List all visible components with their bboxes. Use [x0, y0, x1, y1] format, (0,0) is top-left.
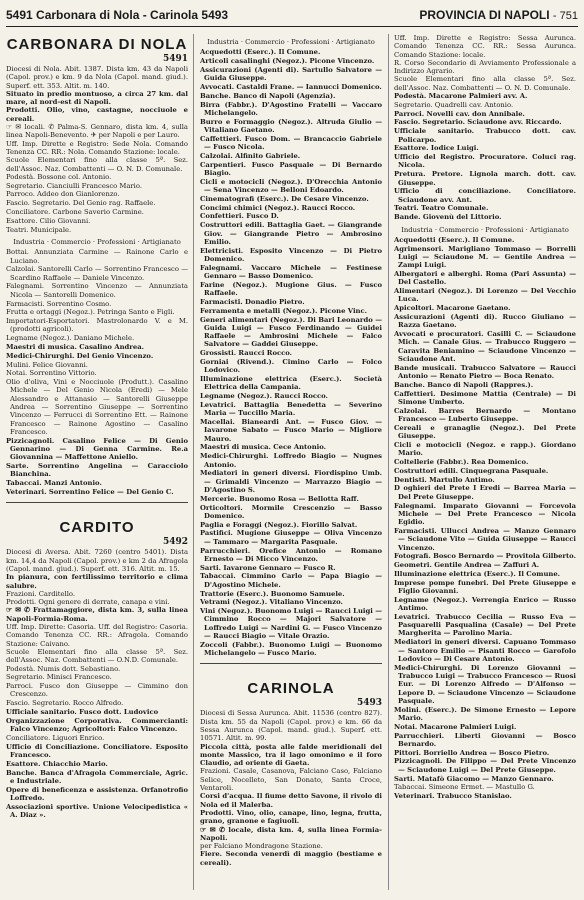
directory-entry: Pretura. Pretore. Lignola march. dott. cav. Giuseppe. [394, 170, 576, 187]
directory-entry: Mercerie. Buonomo Rosa — Bellotta Raff. [200, 494, 359, 503]
directory-entry: Vini (Negoz.). Buonomo Luigi — Raucci Luigi — Cimmino Rocco — Majori Salvatore — Loffredo Luigi — Nardini G. — Fusco Vincenzo — Raucci Biagio — Vitale Orazio. [200, 607, 382, 640]
directory-entry: Carpentieri. Fusco Pasquale — Di Bernardo Biagio. [200, 160, 382, 177]
directory-entry: Pizzicagnoli. Casalino Felice — Di Genio Gennarino — Di Genna Carmine. Re.a Giovannina — Maffettone Aniello. [6, 436, 188, 462]
directory-entry: Parroco. Addeo don Gianlorenzo. [6, 190, 120, 199]
directory-entry: Trattorie (Eserc.). Buonomo Samuele. [200, 589, 345, 598]
directory-entry: Fascio. Segretario. Sciaudone avv. Riccardo. [394, 118, 562, 127]
directory-entry: Bottai. Annunziata Carmine — Rainone Carlo e Luciano. [6, 248, 188, 265]
directory-entry: Agrimensori. Marigliano Tommaso — Borrelli Luigi — Sciaudone M. — Gentile Andrea — Zampi Luigi. [394, 244, 576, 270]
town-code: 5491 [162, 54, 188, 64]
directory-entry: Segretario. Minisci Francesco. [6, 673, 112, 682]
directory-entry: Bande musicali. Trabucco Salvatore — Raucci Antonio — Renato Pietro — Boca Renato. [394, 363, 576, 381]
directory-entry: Ufficio di Conciliazione. Conciliatore. Esposito Francesco. [6, 742, 188, 759]
directory-entry: Vetrami (Negoz.). Vitaliano Vincenzo. [200, 598, 343, 607]
directory-entry: Costruttori edili. Cinquegrana Pasquale. [394, 466, 549, 475]
directory-entry: Fotografi. Bosco Bernardo — Provitola Gilberto. [394, 552, 576, 561]
town-paragraph: Corsi d'acqua. Il fiume detto Savone, il rivolo di Nola ed il Malerba. [200, 792, 382, 809]
column-1 [6, 34, 188, 890]
section-separator [6, 502, 188, 517]
town-paragraph: Uff. Imp. Dirette: Casoria. Uff. del Registro: Casoria. Comando Tenenza CC. RR.: Afragola. Comando Stazione: Caivano. [6, 623, 188, 648]
directory-entry: Ufficiale sanitario. Trabucco dott. cav. Policarpo. [394, 127, 576, 144]
directory-entry: Legname (Negoz.). Verrengia Enrico — Russo Antimo. [394, 595, 576, 613]
directory-entry: Paglia e Foraggi (Negoz.). Fiorillo Salvat. [200, 520, 358, 529]
directory-entry: Farmacisti. Ullucci Andrea — Manzo Gennaro — Sciaudone Vito — Guida Giuseppe — Raucci Vincenzo. [394, 526, 576, 552]
directory-entry: Falegnami. Sorrentino Vincenzo — Annunziata Nicola — Santorelli Domenico. [6, 282, 188, 299]
directory-entry: Veterinari. Sorrentino Felice — Del Genio C. [6, 488, 174, 497]
directory-entry: Assicurazioni (Agenti di). Rucco Giuliano — Razza Gaetano. [394, 313, 576, 330]
section-heading: Industria · Commercio · Professioni · Artigianato [13, 237, 181, 246]
directory-entry: Elettricisti. Esposito Vincenzo — Di Pietro Domenico. [200, 246, 382, 263]
town-paragraph: Prodotti. Vino, olio, canape, lino, legna, frutta, grano, granone e fagiuoli. [200, 808, 382, 826]
directory-entry: Albergatori e alberghi. Roma (Pari Assunta) — Del Castello. [394, 270, 576, 287]
town-paragraph: R. Corso Secondario di Avviamento Professionale a Indirizzo Agrario. [394, 58, 576, 76]
page-number: - 751 [552, 10, 578, 22]
directory-entry: Banche. Banca d'Afragola Commerciale, Agric. e Industriale. [6, 768, 188, 785]
town-paragraph: Diocesi di Aversa. Abit. 7260 (centro 5401). Dista km. 14,4 da Napoli (Capol. prov.) e km 2 da Afragola (Capol. mand. giud.). Superf. ett. 316. Altit. m. 15. [6, 548, 188, 573]
directory-entry: Mediatori in generi diversi. Capuano Tommaso — Santoro Emilio — Pisanti Rocco — Garofolo Lodovico — Di Cesare Antonio. [394, 638, 576, 663]
directory-entry: Tabaccai. Cimmino Carlo — Papa Biagio — D'Agostino Michele. [200, 572, 382, 589]
section-heading: Industria · Commercio · Professioni · Artigianato [207, 38, 375, 46]
directory-entry: Avvocati. Castaldi Frane. — Iannucci Domenico. [200, 82, 382, 91]
directory-entry: Veterinari. Trabucco Stanislao. [394, 792, 512, 801]
town-code: 5493 [356, 698, 382, 709]
town-heading: CARBONARA DI NOLA [6, 36, 188, 53]
column-2 [200, 34, 382, 890]
directory-entry: Organizzazione Corporativa. Commercianti: Falco Vincenzo; Agricoltori: Falco Vincenzo. [6, 716, 188, 734]
directory-entry: Calzolai. Alfinito Gabriele. [200, 151, 301, 160]
directory-entry: Esattore. Cilio Giovanni. [6, 216, 91, 225]
directory-entry: Falegnami. Imparato Giovanni — Forcevola Michele — Del Prete Francesco — Nicola Egidio. [394, 501, 576, 527]
directory-entry: Mulini. Felice Giovanni. [6, 360, 88, 369]
directory-entry: Orticoltori. Mormile Crescenzio — Basso Domenico. [200, 503, 382, 520]
directory-entry: Tabaccai. Simeone Ermet. — Mastullo G. [394, 783, 535, 792]
directory-entry: Dentisti. Martullo Antimo. [394, 475, 495, 484]
directory-entry: Avvocati e procuratori. Casilli C. — Sciaudone Mich. — Canale Gius. — Trabucco Ruggero — Caravita Beniamino — Sciaudone Vincenzo — Sciaudone Ant. [394, 330, 576, 363]
header-province: PROVINCIA DI NAPOLI [419, 8, 550, 22]
directory-entry: Pizzicagnoli. De Filippo — Del Prete Vincenzo — Sciaudone Luigi — Del Prete Giuseppe. [394, 757, 576, 774]
directory-entry: D oghieri del Prete I Eredi — Barrea Maria — Del Prete Giuseppe. [394, 484, 576, 501]
town-paragraph: Uff. Imp. Dirette e Registro: Sede Nola. Comando Tenenza CC. RR.: Nola. Comando Stazione: locale. [6, 139, 188, 156]
directory-entry: Costruttori edili. Battaglia Gaet. — Giangrande Giov. — Giangrande Pietro — Ambrosino Emilio. [200, 221, 382, 246]
town-paragraph: Piccola città, posta alle falde meridionali del monte Massico, tra il lago omonimo e il foro Claudio, ad oriente di Gaeta. [200, 742, 382, 768]
directory-entry: Macellai. Bianeardi Ant. — Fusco Giov. — Iavarone Sabato — Fusco Mario — Migliore Mauro. [200, 418, 382, 443]
directory-entry: Burro e Formaggio (Negoz.). Altruda Giulio — Vitaliano Gaetano. [200, 117, 382, 134]
directory-entry: Ufficiale sanitario. Fusco dott. Ludovico [6, 707, 159, 716]
town-paragraph: Diocesi di Nola. Abit. 1387. Dista km. 43 da Napoli (Capol. prov.) e km. 9 da Nola (Capol. mand. giud.). Superf. ett. 353. Altit. m. 140. [6, 65, 188, 90]
directory-entry: Ferramenta e metalli (Negoz.). Picone Vinc. [200, 306, 367, 315]
directory-entry: Articoli casalinghi (Negoz.). Picone Vincenzo. [200, 57, 375, 66]
directory-entry: Zoccoli (Fabbr.). Buonomo Luigi — Buonomo Michelangelo — Fusco Mario. [200, 640, 382, 658]
directory-entry: Podestà. Macarone Palmieri avv. A. [394, 92, 528, 101]
directory-entry: Sarte. Sorrentino Angelina — Caracciolo Bianchina. [6, 462, 188, 479]
town-paragraph: Uff. Imp. Dirette e Registro: Sessa Aurunca. Comando Tenenza CC. RR.: Sessa Aurunca. Comando Stazione: locale. [394, 34, 576, 59]
directory-entry: Levatrici. Battaglia Benedetta — Severino Maria — Tuccillo Maria. [200, 400, 382, 418]
town-paragraph: Diocesi di Sessa Aurunca. Abit. 11536 (centro 827). Dista km. 55 da Napoli (Capol. prov.) e km. 66 da Sessa Aurunca (Capol. mand. giud.). Superf. ett. 10571. Altit. m. 99. [200, 709, 382, 743]
directory-entry: Segretario. Quadrelli cav. Antonio. [394, 100, 514, 109]
directory-entry: Alimentari (Negoz.). Di Lorenzo — Del Vecchio Luca. [394, 287, 576, 304]
column-divider [388, 34, 389, 890]
directory-entry: Legname (Negoz.). Raucci Rocco. [200, 392, 328, 401]
directory-entry: Falegnami. Vaccaro Michele — Festinese Gennaro — Basso Domenico. [200, 263, 382, 281]
directory-entry: Legname (Negoz.). Daniano Michele. [6, 334, 135, 343]
directory-entry: Geometri. Gentile Andrea — Zaffuri A. [394, 561, 540, 570]
directory-entry: Ufficio di conciliazione. Conciliatore. Sciaudone avv. Ant. [394, 187, 576, 204]
town-heading: CARDITO [59, 519, 135, 537]
town-paragraph: per Falciano Mondragone Stazione. [200, 842, 323, 851]
directory-entry: Podestà. Numis dott. Sebastiano. [6, 664, 121, 673]
directory-entry: Cicli e motocicli (Negoz. e rapp.). Giordano Mario. [394, 440, 576, 458]
town-paragraph: ☞ ✉ locali. ✆ Palma-S. Gennaro, dista km. 4, sulla linea Napoli-Benevento. ✈ per Napoli e per Lauro. [6, 123, 188, 140]
town-paragraph: ☞ ✉ ✆ Frattamaggiore, dista km. 3, sulla linea Napoli-Formia-Roma. [6, 606, 188, 623]
directory-entry: Levatrici. Trabucco Cecilia — Russo Eva — Pasquarelli Pasqualina (Casale) — Del Prete Margherita — Parolino Maria. [394, 612, 576, 638]
directory-entry: Medici-Chirurghi. Loffredo Biagio — Nugnes Antonio. [200, 452, 382, 469]
header-left: 5491 Carbonara di Nola - Carinola 5493 [6, 8, 229, 22]
directory-entry: Banche. Banco di Napoli (Rappres.). [394, 380, 534, 389]
directory-entry: Conciliatore. Liguori Enrico. [6, 733, 105, 742]
column-3 [394, 34, 576, 890]
directory-entry: Conciliatore. Carbone Saverio Carmine. [6, 208, 144, 217]
directory-entry: Notai. Sorrentino Vittorio. [6, 369, 97, 378]
header-right [419, 8, 578, 22]
town-paragraph: Frazioni. Casale, Casanova, Falciano Caso, Falciano Selice, Nocelleto, San Donato, Santa Croce, Ventaroli. [200, 767, 382, 793]
directory-entry: Sarti. Matafò Giacomo — Manzo Gennaro. [394, 774, 554, 783]
town-paragraph: Scuole Elementari fino alla classe 5ª. Sez. dell'Assoc. Naz. Combattenti — O. N. D. Comunale. [6, 156, 188, 173]
town-paragraph: Frazioni. Carditello. [6, 589, 75, 598]
directory-entry: Acquedotti (Eserc.). Il Comune. [200, 48, 321, 57]
town-paragraph: In pianura, con fertilissimo territorio e clima salubre. [6, 573, 188, 590]
town-paragraph: Scuole Elementari fino alla classe 5ª. Sez. dell'Assoc. Naz. Combattenti — O. N. D. Comunale. [394, 75, 576, 92]
directory-entry: Olio d'oliva, Vini e Nocciuole (Produtt.). Casalino Michele — Del Genio Nicola (Eredi) — Mele Alessandro e Attanasio — Santorelli Giuseppe Andrea — Sorrentino Giuseppe — Sorrentino Vincenzo — Ferrucci di Sorrentino Ett. — Rainone Francesco — Rainone Agostino — Casalino Francesco. [6, 378, 188, 436]
town-heading: CARINOLA [247, 680, 335, 698]
directory-entry: Sarti. Iavarone Gennaro — Fusco R. [200, 563, 336, 572]
directory-entry: Caffettieri. Fusco Dom. — Brancaccio Gabriele — Fusco Nicola. [200, 134, 382, 152]
directory-entry: Podestà. Bossone col. Antonio. [6, 172, 112, 181]
directory-entry: Calzolai. Barres Bernardo — Montano Francesco — Luberto Giuseppe. [394, 406, 576, 424]
directory-entry: Esattore. Iodice Luigi. [394, 144, 479, 153]
town-paragraph: Prodotti. Ogni genere di derrate, canapa e vini. [6, 598, 170, 607]
directory-entry: Parroci. Novelli cav. don Annibale. [394, 109, 525, 118]
directory-entry: Segretario. Cianciulli Francesco Mario. [6, 181, 142, 190]
directory-entry: Pittori. Borriello Andrea — Bosco Pietro. [394, 748, 550, 757]
directory-entry: Fascio. Segretario. Del Genio rag. Raffaele. [6, 199, 156, 208]
directory-entry: Concimi chimici (Negoz.). Raucci Rocco. [200, 203, 356, 212]
directory-entry: Grossisti. Raucci Rocco. [200, 349, 293, 358]
directory-entry: Confettieri. Fusco D. [200, 212, 279, 221]
page-header [6, 6, 578, 27]
town-paragraph: Situato in predio montuoso, a circa 27 km. dal mare, al nord-est di Napoli. [6, 89, 188, 107]
directory-entry: Bande. Giovenù del Littorio. [394, 213, 502, 222]
directory-entry: Importatori-Esportatori. Mastrolonardo V. e M. (prodotti agricoli). [6, 317, 188, 334]
town-paragraph: Fiere. Seconda venerdì di maggio (bestiame e cereali). [200, 850, 382, 867]
directory-entry: Farmacisti. Donadio Pietro. [200, 297, 305, 306]
section-separator [200, 663, 382, 678]
directory-entry: Illuminazione elettrica (Eserc.). Società Elettrica della Campania. [200, 375, 382, 392]
directory-entry: Parrucchieri. Liberti Giovanni — Bosco Bernardo. [394, 731, 576, 748]
directory-entry: Caffettieri. Desimone Mattia (Centrale) — Di Simone Umberto. [394, 389, 576, 406]
directory-entry: Gorniai (Rivend.). Cimino Carlo — Folco Lodovico. [200, 357, 382, 375]
directory-entry: Farine (Negoz.). Mugione Gius. — Fusco Raffaele. [200, 280, 382, 298]
directory-entry: Associazioni sportive. Unione Velocipedistica « A. Diaz ». [6, 802, 188, 820]
directory-entry: Banche. Banco di Napoli (Agenzia). [200, 91, 336, 100]
town-code: 5492 [162, 537, 188, 548]
directory-entry: Tabaccai. Manzi Antonio. [6, 479, 102, 488]
directory-entry: Cinematografi (Eserc.). De Cesare Vincenzo. [200, 194, 369, 203]
directory-entry: Maestri di musica. Cece Antonio. [200, 443, 327, 452]
directory-entry: Farmacisti. Sorrentino Cosmo. [6, 299, 112, 308]
town-paragraph: Prodotti. Olio, vino, castagne, nocciuole e cereali. [6, 106, 188, 123]
directory-entry: Frutta e ortaggi (Negoz.). Petringa Santo e Figli. [6, 308, 175, 317]
directory-entry: Calzolai. Santorelli Carlo — Sorrentino Francesco — Scardino Raffaele — Daniele Vincenzo. [6, 265, 188, 282]
directory-entry: Medici-Chirurghi. Di Lorenzo Giovanni — Trabucco Luigi — Trabucco Francesco — Ruosi Eur. — Di Lorenzo Alfredo — D'Alfonso — Lepore D. — Sciaudone Vincenzo — Sciaudone Pasquale. [394, 663, 576, 705]
directory-entry: Esattore. Chiacchio Mario. [6, 759, 108, 768]
directory-entry: Mediatori in generi diversi. Fiordispino Umb. — Grimaldi Vincenzo — Marrazzo Biagio — D'Agostino S. [200, 469, 382, 494]
directory-entry: Coltellerie (Fabbr.). Rea Domenico. [394, 458, 529, 467]
directory-entry: Assicurazioni (Agenti di). Sartullo Salvatore — Guida Giuseppe. [200, 65, 382, 83]
directory-entry: Maestri di musica. Casalino Andrea. [6, 343, 144, 351]
directory-entry: Teatri. Municipale. [6, 225, 72, 234]
directory-entry: Parroci. Fusco don Giuseppe — Cimmino don Crescenzo. [6, 682, 188, 699]
section-heading: Industria · Commercio · Professioni · Artigianato [401, 225, 569, 234]
directory-entry: Cicli e motocicli (Negoz.). D'Orecchia Antonio — Sena Vincenzo — Belloni Edoardo. [200, 177, 382, 195]
directory-entry: Fascio. Segretario. Rocco Alfredo. [6, 699, 124, 708]
directory-entry: Illuminazione elettrica (Eserc.). Il Comune. [394, 569, 561, 578]
directory-entry: Teatri. Teatro Comunale. [394, 204, 489, 213]
directory-entry: Cereali e granaglie (Negoz.). Del Prete Giuseppe. [394, 423, 576, 441]
directory-entry: Opere di beneficenza e assistenza. Orfanotrofio Loffredo. [6, 785, 188, 802]
town-paragraph: Scuole Elementari fino alla classe 5ª. Sez. dell'Assoc. Naz. Combattenti — O.N.D. Comunale. [6, 647, 188, 665]
directory-entry: Ufficio del Registro. Procuratore. Coluci rag. Nicola. [394, 153, 576, 170]
directory-entry: Parrucchieri. Orefice Antonio — Romano Ernesto — Di Micco Vincenzo. [200, 546, 382, 563]
town-paragraph: ☞ ✉ ✆ locale, dista km. 4, sulla linea Formia-Napoli. [200, 825, 382, 842]
directory-entry: Birra (Fabbr.). D'Agostino Fratelli — Vaccaro Michelangelo. [200, 100, 382, 117]
column-divider [193, 34, 194, 890]
directory-entry: Apicoltori. Macarone Gaetano. [394, 304, 511, 313]
directory-entry: Acquedotti (Eserc.). Il Comune. [394, 235, 515, 244]
directory-entry: Generi alimentari (Negoz.). Di Bari Leonardo — Guida Luigi — Fusco Ferdinando — Guidei Raffaele — Ambrosini Michele — Falco Salvatore — Gaddei Giuseppe. [200, 315, 382, 349]
directory-entry: Pastifici. Mugione Giuseppe — Oliva Vincenzo — Tammaro — Margarita Pasquale. [200, 529, 382, 546]
directory-entry: Notai. Macarone Palmieri Luigi. [394, 722, 517, 731]
directory-entry: Imprese pompe funebri. Del Prete Giuseppe e Figlio Giovanni. [394, 578, 576, 595]
directory-entry: Molini. (Eserc.). De Simone Ernesto — Lepore Mario. [394, 705, 576, 722]
directory-entry: Medici-Chirurghi. Del Genio Vincenzo. [6, 351, 154, 360]
